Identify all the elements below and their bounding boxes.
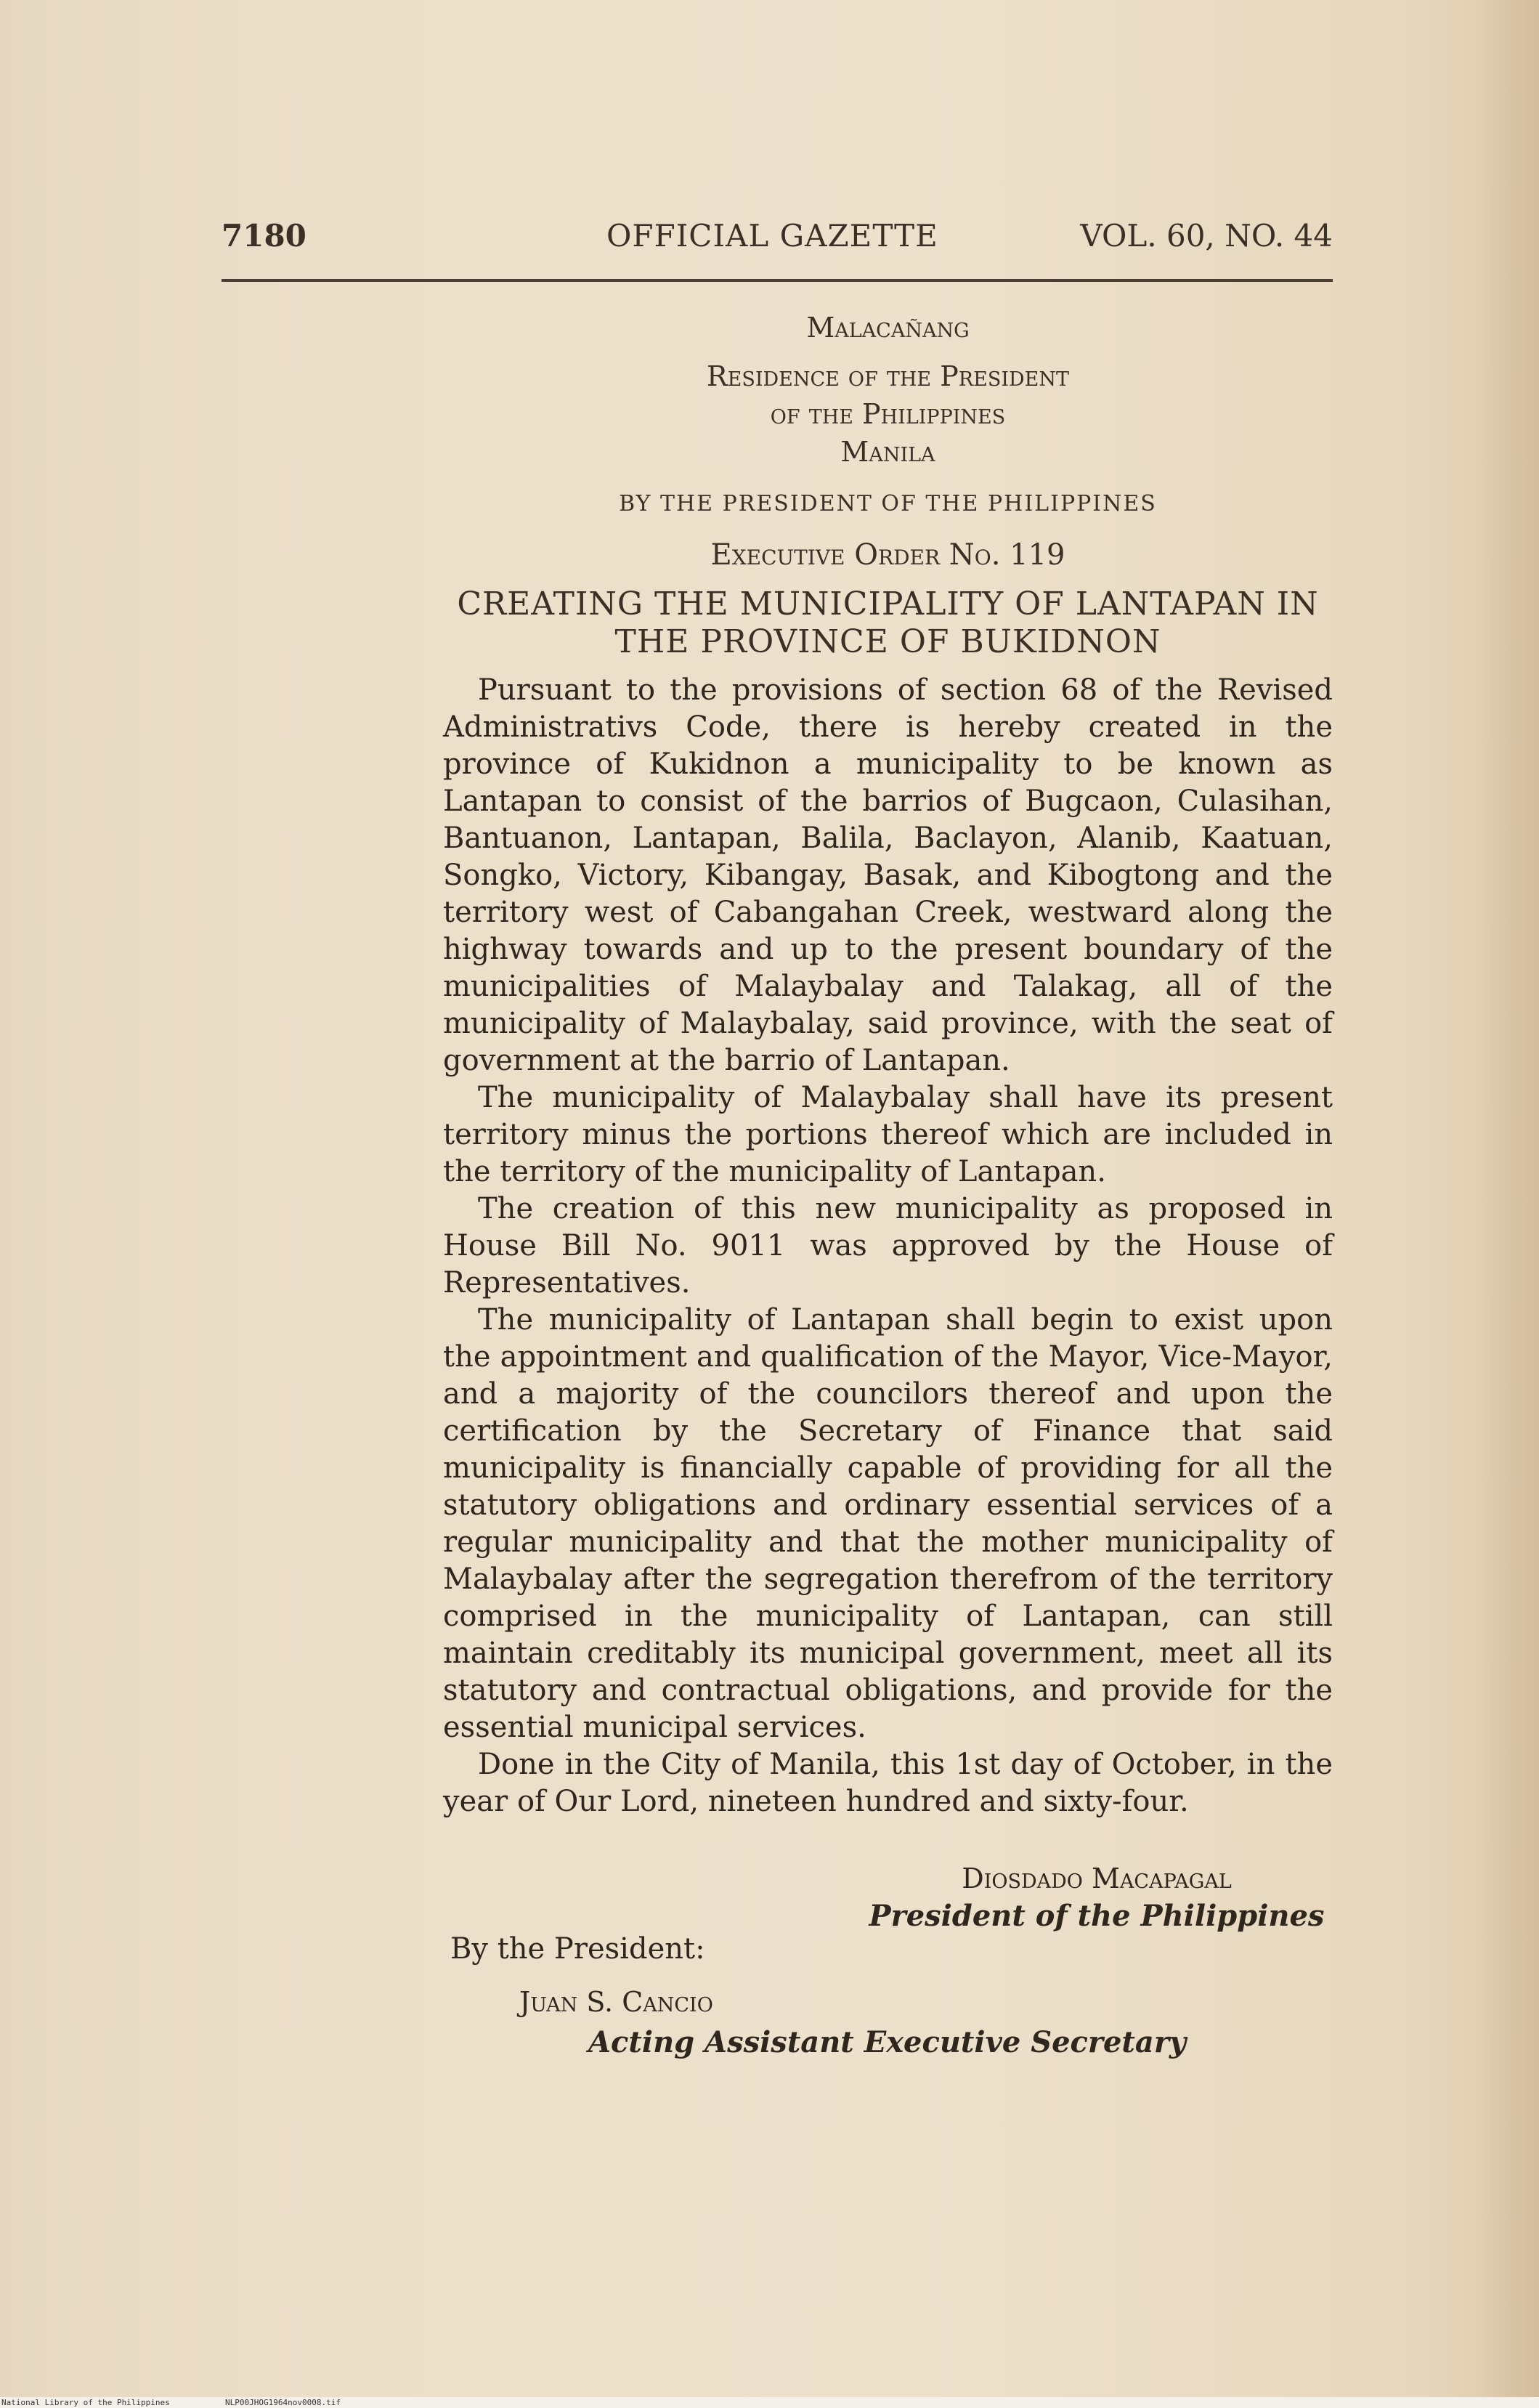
- page-edge-shadow: [1474, 0, 1539, 2408]
- header-rule: [222, 279, 1333, 282]
- secretary-office: Acting Assistant Executive Secretary: [588, 2025, 1187, 2059]
- paragraph-4: The municipality of Lantapan shall begin to exist upon the appointment and qualification of the Mayor, Vice-Mayor, and a majority of the councilors thereof and upon the certification by the Secretary of Finance that said municipality is financially capable of providing for all the statutory obligations and ordinary essential services of a regular municipality and that the mother municipality of Malaybalay after the segregation therefrom of the territory comprised in the municipality of Lantapan, can still maintain creditably its municipal government, meet all its statutory and contractual obligations, and provide for the essential municipal services.: [443, 1303, 1333, 1744]
- by-the-president-label: By the President:: [450, 1932, 705, 1966]
- palace-name: Malacañang: [806, 312, 970, 344]
- secretary-name: Juan S. Cancio: [519, 1986, 713, 2018]
- order-body: [443, 672, 1333, 1820]
- order-title-line-1: CREATING THE MUNICIPALITY OF LANTAPAN IN: [457, 585, 1319, 623]
- residence-line-2: of the Philippines: [770, 398, 1006, 430]
- president-signature-block: [861, 1860, 1333, 1935]
- scan-footer: [0, 2397, 1539, 2408]
- paragraph-5: Done in the City of Manila, this 1st day of October, in the year of Our Lord, nineteen hundred and sixty-four.: [443, 1748, 1333, 1818]
- running-head: [222, 218, 1333, 262]
- publication-title: OFFICIAL GAZETTE: [606, 218, 938, 254]
- paragraph-2: The municipality of Malaybalay shall have its present territory minus the portions thereof which are included in the territory of the municipality of Lantapan.: [443, 1081, 1333, 1188]
- president-name: Diosdado Macapagal: [962, 1862, 1232, 1894]
- secretary-signature-block: [519, 1983, 1186, 2064]
- scan-file: NLP00JHOG1964nov0008.tif: [225, 2398, 341, 2407]
- president-office: President of the Philippines: [869, 1899, 1325, 1933]
- page-number: 7180: [222, 218, 306, 254]
- paragraph-3: The creation of this new municipality as proposed in House Bill No. 9011 was approved by the House of Representatives.: [443, 1192, 1333, 1300]
- order-title-line-2: THE PROVINCE OF BUKIDNON: [614, 623, 1161, 660]
- scan-library: National Library of the Philippines: [1, 2398, 170, 2407]
- residence-line-1: Residence of the President: [707, 360, 1069, 392]
- order-number: Executive Order No. 119: [710, 538, 1065, 572]
- city-name: Manila: [840, 436, 935, 468]
- volume-number: VOL. 60, NO. 44: [1080, 218, 1333, 254]
- proclamation-line: BY THE PRESIDENT OF THE PHILIPPINES: [619, 491, 1157, 516]
- paragraph-1: Pursuant to the provisions of section 68 of the Revised Administrativs Code, there is hereby created in the province of Kukidnon a municipality to be known as Lantapan to consist of the barrios of Bugcaon, Culasihan, Bantuanon, Lantapan, Balila, Baclayon, Alanib, Kaatuan, Songko, Victory, Kibangay, Basak, and Kibogtong and the territory west of Cabangahan Creek, westward along the highway towards and up to the present boundary of the municipalities of Malaybalay and Talakag, all of the municipality of Malaybalay, said province, with the seat of government at the barrio of Lantapan.: [443, 673, 1333, 1077]
